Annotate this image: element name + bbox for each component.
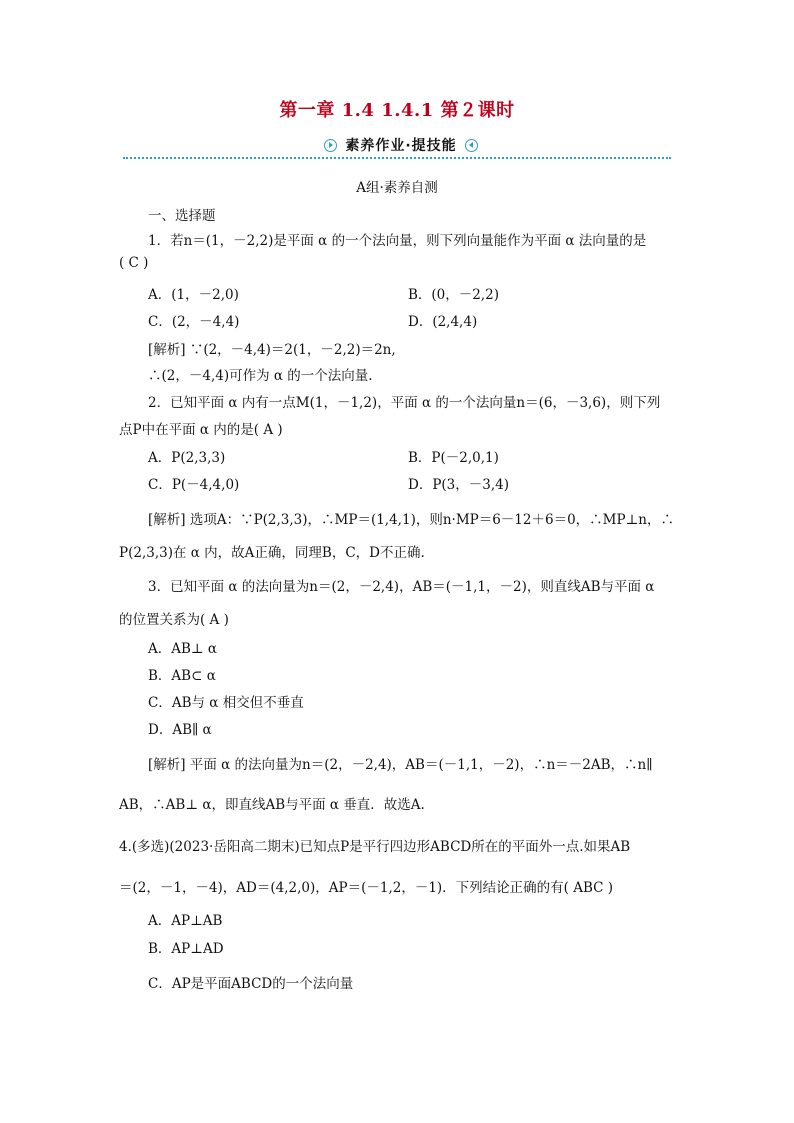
q2-explanation-line2: P(2,3,3)在 α 内，故A正确，同理B，C，D不正确. <box>119 545 425 561</box>
page-title: 第一章 1.4 1.4.1 第２课时 <box>279 100 515 121</box>
q2-option-d: D．P(3，－3,4) <box>408 477 509 493</box>
q1-stem-line2: ( C ) <box>119 255 149 271</box>
q1-option-a: A．(1，－2,0) <box>148 287 239 303</box>
q1-stem-line1: 1．若n＝(1，－2,2)是平面 α 的一个法向量，则下列向量能作为平面 α 法向量的是 <box>148 233 647 249</box>
q4-option-a: A．AP⊥AB <box>148 913 223 929</box>
group-heading: A组·素养自测 <box>356 180 438 196</box>
q3-option-b: B．AB⊂ α <box>148 668 216 684</box>
q4-stem-line2: ＝(2，－1，－4)，AD＝(4,2,0)，AP＝(－1,2，－1)．下列结论正确的有( ABC ) <box>119 880 614 896</box>
q1-option-d: D．(2,4,4) <box>408 314 478 330</box>
q3-stem-line1: 3．已知平面 α 的法向量为n＝(2，－2,4)，AB＝(－1,1，－2)，则直线AB与平面 α <box>148 579 655 595</box>
q2-option-c: C．P(－4,4,0) <box>148 477 240 493</box>
q3-option-a: A．AB⊥ α <box>148 641 218 657</box>
q3-explanation-line2: AB，∴AB⊥ α，即直线AB与平面 α 垂直．故选A. <box>119 797 425 813</box>
q2-explanation-line1: [解析] 选项A：∵P(2,3,3)，∴MP＝(1,4,1)，则n·MP＝6－12＋6＝0，∴MP⊥n，∴ <box>148 512 674 528</box>
q2-stem-line1: 2．已知平面 α 内有一点M(1，－1,2)，平面 α 的一个法向量n＝(6，－3,6)，则下列 <box>148 395 661 411</box>
q4-option-b: B．AP⊥AD <box>148 941 224 957</box>
q3-explanation-line1: [解析] 平面 α 的法向量为n＝(2，－2,4)，AB＝(－1,1，－2)，∴n＝－2AB，∴n∥ <box>148 757 653 773</box>
q1-explanation-line2: ∴(2，－4,4)可作为 α 的一个法向量. <box>148 368 373 384</box>
q2-option-a: A．P(2,3,3) <box>148 450 226 466</box>
banner-text: 素养作业·提技能 <box>345 138 457 154</box>
section-type: 一、选择题 <box>148 208 216 224</box>
section-banner <box>306 134 496 156</box>
q4-stem-line1: 4.(多选)(2023·岳阳高二期末)已知点P是平行四边形ABCD所在的平面外一点.如果AB <box>119 839 631 855</box>
q3-option-d: D．AB∥ α <box>148 722 212 738</box>
q1-option-c: C．(2，－4,4) <box>148 314 240 330</box>
q4-option-c: C．AP是平面ABCD的一个法向量 <box>148 976 354 992</box>
q2-stem-line2: 点P中在平面 α 内的是( A ) <box>119 422 283 438</box>
q3-option-c: C．AB与 α 相交但不垂直 <box>148 695 304 711</box>
play-left-icon <box>465 139 478 152</box>
q3-stem-line2: 的位置关系为( A ) <box>119 612 229 628</box>
q1-option-b: B．(0，－2,2) <box>408 287 500 303</box>
dotted-divider <box>123 157 671 159</box>
q1-explanation-line1: [解析] ∵(2，－4,4)＝2(1，－2,2)＝2n, <box>148 342 396 358</box>
play-right-icon <box>324 139 337 152</box>
q2-option-b: B．P(－2,0,1) <box>408 450 499 466</box>
